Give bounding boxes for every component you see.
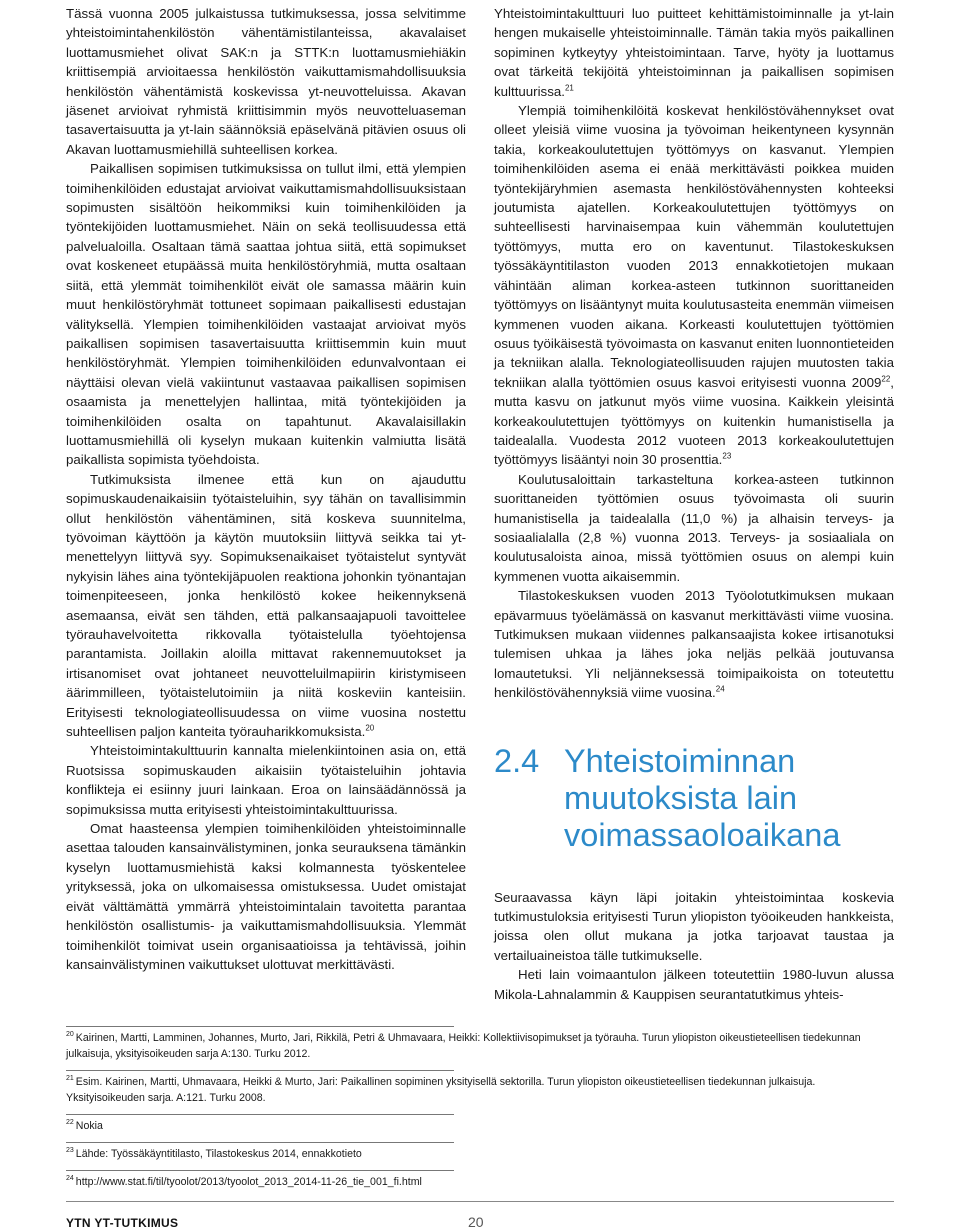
paragraph-text: Paikallisen sopimisen tutkimuksissa on tullut ilmi, että ylempien toimihenkilöiden edustajat arvioivat vaikuttamismahdollisuuksistaan sopimusten sisältöön heikommiksi kuin toimihenkilöiden ja työntekijöiden luottamusmiehet. Näin on sekä teollisuudessa että palvelualoilla. Osaltaan tämä saattaa johtua siitä, että sopimukset ovat koskeneet etupäässä muita henkilöstöryhmiä, mutta osaltaan siitä, että ylemmät toimihenkilöt eivät ole samassa määrin kuin muut henkilöstöryhmät tottuneet sopimaan paikallisesti edustajan välityksellä. Ylempien toimihenkilöiden vastaajat arvioivat myös paikallisen sopimisen tasavertaisuutta kriittisemmin kuin muut henkilöstöryhmät. Ylempien toimihenkilöiden edunvalvontaan ei näyttäisi olevan vielä vakiintunut vastaavaa paikallisen sopimisen osaamista ja menettelyjen hallintaa, mitä työntekijöiden ja toimihenkilöiden osalta on tapahtunut. Akavalaisillakin luottamusmiehillä oli kyselyn mukaan kuitenkin valmiutta lisätä paikallista sopimista työehdoista. bbox=[66, 161, 466, 468]
footnote-row bbox=[66, 1074, 894, 1106]
footer-brand: YTN YT-TUTKIMUS bbox=[66, 1216, 179, 1230]
footnote-row bbox=[66, 1118, 894, 1134]
body-paragraph bbox=[494, 4, 894, 101]
paragraph-text: Omat haasteensa ylempien toimihenkilöiden yhteistoiminnalle asettaa talouden kansainvälistyminen, jonka seurauksena tämänkin kyselyn luottamusmiehistä kaksi kolmannesta työskentelee yrityksessä, joka on ulkomaisessa omistuksessa. Uudet omistajat eivät välttämättä ymmärrä yhteistoimintalain tavoitetta parantaa henkilöstön osallistumis- ja vaikuttamismahdollisuuksia. Ylemmät toimihenkilöt toimivat usein organisaatioissa ja tehtävissä, joihin kansainvälistyminen vaikuttukset ulottuvat merkittävästi. bbox=[66, 821, 466, 972]
footnote-ref: 24 bbox=[715, 684, 725, 694]
page-number: 20 bbox=[468, 1214, 484, 1230]
paragraph-text: Tutkimuksista ilmenee että kun on ajauduttu sopimuskaudenaikaisiin työtaisteluihin, syy tähän on tavallisimmin ollut henkilöstön vähentäminen, sitä koskeva suunnitelma, työvoiman käyttöön ja käytön muutoksiin liittyvä seikka tai yt-menettelyyn liittyvä syy. Sopimuksenaikaiset työtaistelut syntyvät nykyisin lähes aina työntekijäpuolen reaktiona johonkin työnantajan toimenpiteeseen, jonka henkilöstö kokee heikennyksenä asemaansa, eivät sen tähden, että palkansaajapuoli tavoittelee työrauhavelvoitetta rikkovalla työtaistelulla työehtojensa parantamista. Joillakin aloilla mittavat rakennemuutokset ja irtisanomiset ovat johtaneet neuvotteluilmapiirin kiristymiseen äärimmilleen, työtaistelutoimiin ja niitä koskeviin kanteisiin. Erityisesti teknologiateollisuudessa on viime vuosina nostettu suhteellisen paljon kanteita työrauharikkomuksista. bbox=[66, 471, 466, 740]
paragraph-text: Seuraavassa käyn läpi joitakin yhteistoimintaa koskevia tutkimustuloksia erityisesti Turun yliopiston työoikeuden hankkeista, joissa olen ollut mukana ja jotka tarjoavat taustaa ja vertailuaineistoa tälle tutkimukselle. bbox=[494, 889, 894, 963]
body-paragraph bbox=[494, 470, 894, 586]
footnotes bbox=[66, 1026, 894, 1198]
footnote-number: 20 bbox=[66, 1031, 74, 1039]
footer-divider bbox=[66, 1201, 894, 1202]
footnote-ref: 20 bbox=[365, 723, 375, 733]
footnote bbox=[66, 1026, 894, 1062]
footnote-divider bbox=[66, 1070, 454, 1071]
paragraph-text: Yhteistoimintakulttuuri luo puitteet kehittämistoiminnalle ja yt-lain hengen mukaiselle yhteistoiminnalle. Tämän takia myös paikallinen sopiminen kytkeytyy yhteistoimintaan. Tarve, hyöty ja luottamus ovat tärkeitä tekijöitä yhteistoiminnan ja paikallisen sopimisen kulttuurissa. bbox=[494, 6, 894, 99]
footnote-divider bbox=[66, 1142, 454, 1143]
footnote-text[interactable]: http://www.stat.fi/til/tyoolot/2013/tyoolot_2013_2014-11-26_tie_001_fi.html bbox=[75, 1176, 422, 1188]
footnote-row bbox=[66, 1146, 894, 1162]
paragraph-text: , mutta kasvu on jatkunut myös viime vuosina. Kaikkein yleisintä korkeakoulutettujen työttömyys on kuitenkin humanistisella ja taidealalla. Vuodesta 2012 vuoteen 2013 korkeakoulutettujen työttömyys lisääntyi noin 30 prosenttia. bbox=[494, 374, 894, 468]
body-paragraph bbox=[494, 101, 894, 470]
footnote-text: Kairinen, Martti, Lamminen, Johannes, Murto, Jari, Rikkilä, Petri & Uhmavaara, Heikki: Kollektiivisopimukset ja työrauha. Turun yliopiston oikeustieteellisen tiedekunnan julkaisuja, yksityisoikeuden sarja A:130. Turku 2012. bbox=[66, 1032, 861, 1060]
body-paragraph bbox=[66, 4, 466, 159]
footnote-number: 24 bbox=[66, 1175, 74, 1183]
section-heading bbox=[494, 743, 894, 854]
paragraph-text: Heti lain voimaantulon jälkeen toteutettiin 1980-luvun alussa Mikola-Lahnalammin & Kauppisen seurantatutkimus yhteis- bbox=[494, 967, 894, 1002]
footnote-row bbox=[66, 1174, 894, 1190]
footnote bbox=[66, 1142, 894, 1162]
footnote-text: Lähde: Työssäkäyntitilasto, Tilastokeskus 2014, ennakkotieto bbox=[75, 1148, 362, 1160]
paragraph-text: Tässä vuonna 2005 julkaistussa tutkimuksessa, jossa selvitimme yhteistoimintahenkilöstön vähentämistilanteissa, akavalaiset luottamusmiehet olivat SAK:n ja STTK:n luottamusmiehiäkin kriittisempiä arvioitaessa henkilöstön vaikuttamismahdollisuuksia henkilöstön vähentämistä koskevissa yt-neuvotteluissa. Akavan jäsenet arvioivat ryhmistä kriittisimmin myös neuvotteluaseman tasavertaisuutta ja yt-lain säännöksiä epäselvänä pitävien osuus oli Akavan luottamusmiehillä suhteellisen korkea. bbox=[66, 6, 466, 157]
footnote-number: 22 bbox=[66, 1119, 74, 1127]
section-title: Yhteistoiminnan muutoksista lain voimassaoloaikana bbox=[564, 742, 841, 853]
paragraph-text: Yhteistoimintakulttuurin kannalta mielenkiintoinen asia on, että Ruotsissa sopimuskauden aikaisiin työtaisteluihin johtavia konflikteja ei esiinny juuri lainkaan. Eroa on lainsäädännössä ja sopimuksissa mutta erityisesti yhteistoimintakulttuurissa. bbox=[66, 743, 466, 817]
footnote-divider bbox=[66, 1114, 454, 1115]
footnote-text: Nokia bbox=[75, 1120, 103, 1132]
left-column bbox=[66, 4, 466, 974]
footnote-number: 23 bbox=[66, 1147, 74, 1155]
body-paragraph bbox=[494, 965, 894, 1004]
paragraph-text: Koulutusaloittain tarkasteltuna korkea-asteen tutkinnon suorittaneiden työttömien osuus työvoimasta oli suurin humanistisella ja taidealalla (11,0 %) ja alhaisin terveys- ja sosiaalialalla (2,8 %) vuonna 2013. Terveys- ja sosiaaliala on koulutusaloista ainoa, missä työttömien osuus on alempi kuin kymmenen vuotta aikaisemmin. bbox=[494, 471, 894, 584]
right-column-top bbox=[494, 4, 894, 703]
right-column-bottom bbox=[494, 888, 894, 1004]
footnote-divider bbox=[66, 1170, 454, 1171]
footnote bbox=[66, 1170, 894, 1190]
body-paragraph bbox=[66, 470, 466, 742]
footnote-divider bbox=[66, 1026, 454, 1027]
footnote-ref: 21 bbox=[564, 83, 574, 93]
body-paragraph bbox=[66, 159, 466, 470]
footnote bbox=[66, 1114, 894, 1134]
footnote-number: 21 bbox=[66, 1075, 74, 1083]
right-column bbox=[494, 4, 894, 1004]
footnote bbox=[66, 1070, 894, 1106]
body-paragraph bbox=[494, 888, 894, 966]
footnote-ref: 23 bbox=[722, 451, 732, 461]
footnote-row bbox=[66, 1030, 894, 1062]
body-paragraph bbox=[494, 586, 894, 702]
footnote-ref: 22 bbox=[881, 374, 891, 384]
body-paragraph bbox=[66, 741, 466, 819]
section-number: 2.4 bbox=[494, 742, 540, 779]
footnote-text: Esim. Kairinen, Martti, Uhmavaara, Heikki & Murto, Jari: Paikallinen sopiminen yksityisellä sektorilla. Turun yliopiston oikeustieteellisen tiedekunnan julkaisuja. Yksityisoikeuden sarja. A:121. Turku 2008. bbox=[66, 1076, 816, 1104]
body-paragraph bbox=[66, 819, 466, 974]
paragraph-text: Tilastokeskuksen vuoden 2013 Työolotutkimuksen mukaan epävarmuus työelämässä on kasvanut merkittävästi viime vuosina. Tutkimuksen mukaan viidennes palkansaajista kokee irtisanotuksi tulemisen uhkaa ja lähes joka neljäs pelkää joutuvansa lomautetuksi. Yli neljänneksessä toimipaikoista on toteutettu henkilöstövähennyksiä viime vuosina. bbox=[494, 588, 894, 701]
paragraph-text: Ylempiä toimihenkilöitä koskevat henkilöstövähennykset ovat olleet yleisiä viime vuosina ja työvoiman heikentyneen kysynnän takia, korkeakoulutettujen työttömyys on kasvanut. Ylempien toimihenkilöiden asema ei enää merkittävästi poikkea muiden työntekijäryhmien asemasta henkilöstövähennysten kohteeksi joutumista ajatellen. Korkeakoulutettujen työttömyys on suhteellisesti harvinaisempaa kuin vähemmän koulutettujen työttömyys, mutta ero on kaventunut. Tilastokeskuksen työssäkäyntitilaston vuoden 2013 ennakkotietojen mukaan vähintään aliman korkea-asteen tutkinnon suorittaneiden työttömyys on lisääntynyt muita koulutusasteita enemmän viimeisen kymmenen vuoden aikana. Korkeasti koulutettujen työttömien osuus työikäisestä työvoimasta on kasvanut eniten luonnontieteiden ja tekniikan alalla. Teknologiateollisuuden rajujen muutosten takia tekniikan alalla työttömien osuus kasvoi erityisesti vuonna 2009 bbox=[494, 103, 894, 390]
